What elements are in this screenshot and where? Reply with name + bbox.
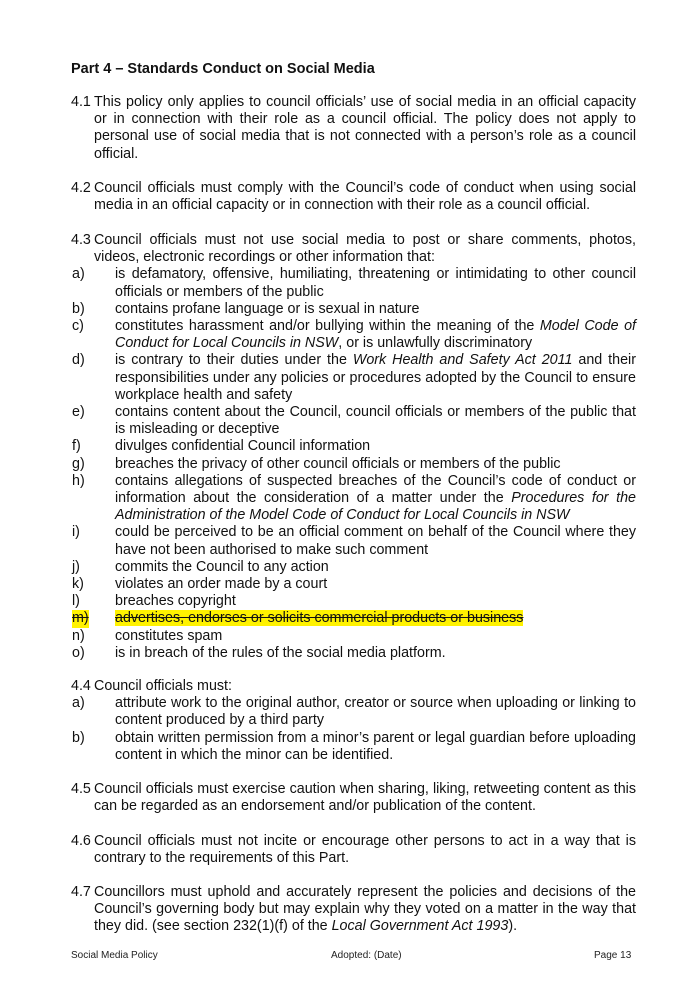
list-item	[71, 628, 636, 645]
section-4-4	[71, 678, 636, 764]
list-item	[71, 524, 636, 558]
item-text: commits the Council to any action	[115, 558, 329, 575]
item-letter: g)	[72, 455, 85, 472]
item-text: constitutes harassment and/or bullying within the meaning of the	[115, 318, 540, 335]
item-letter: m)	[72, 610, 89, 627]
item-letter: i)	[72, 524, 80, 541]
item-letter: k)	[72, 576, 84, 593]
section-intro: Council officials must not use social media to post or share comments, photos, videos, electronic recordings or other information that:	[94, 232, 636, 266]
list-item	[71, 645, 636, 662]
section-intro: Council officials must:	[94, 678, 232, 694]
list-item	[71, 266, 636, 300]
list-item-struck	[71, 610, 636, 627]
list-item	[71, 576, 636, 593]
item-letter: d)	[72, 352, 85, 369]
section-4-1	[71, 94, 636, 163]
list-item	[71, 730, 636, 764]
item-text: could be perceived to be an official comment on behalf of the Council where they have not been authorised to make such comment	[115, 524, 636, 558]
list-item	[71, 404, 636, 438]
section-number: 4.6	[71, 833, 91, 849]
section-text: This policy only applies to council officials’ use of social media in an official capacity or in connection with their role as a council official. The policy does not apply to personal use of social media that is not connected with a person’s role as a council official.	[94, 94, 636, 162]
section-number: 4.2	[71, 180, 91, 196]
section-number: 4.4	[71, 678, 91, 694]
section-4-5	[71, 781, 636, 815]
item-text-end: and their responsibilities under any policies or procedures adopted by the Council to ensure workplace health and safety	[115, 352, 636, 403]
item-text: breaches copyright	[115, 593, 236, 610]
item-letter: f)	[72, 438, 81, 455]
item-text: constitutes spam	[115, 627, 223, 644]
item-letter: a)	[72, 695, 85, 712]
list-item	[71, 352, 636, 404]
item-letter: b)	[72, 300, 85, 317]
list-item	[71, 456, 636, 473]
section-text: Council officials must not incite or encourage other persons to act in a way that is contrary to the requirements of this Part.	[94, 833, 636, 867]
prohibited-content-list	[71, 266, 636, 662]
item-text: contains allegations of suspected breaches of the Council’s code of conduct or information about the consideration of a matter under the	[115, 472, 636, 507]
item-text: attribute work to the original author, creator or source when uploading or linking to content produced by a third party	[115, 695, 636, 729]
section-text-end: ).	[508, 918, 518, 935]
item-letter: e)	[72, 404, 85, 421]
list-item	[71, 301, 636, 318]
item-italic-title: Model Code of Conduct for Local Councils in NSW	[115, 318, 636, 352]
section-text	[71, 884, 636, 936]
item-text: contains profane language or is sexual in nature	[115, 300, 420, 317]
item-text-end: , or is unlawfully discriminatory	[338, 335, 533, 352]
item-letter: h)	[72, 472, 85, 489]
item-text: breaches the privacy of other council officials or members of the public	[115, 455, 561, 472]
section-4-3	[71, 232, 636, 662]
obligations-list	[71, 695, 636, 764]
act-title: Local Government Act 1993	[331, 918, 509, 935]
item-text: is defamatory, offensive, humiliating, threatening or intimidating to other council officials or members of the public	[115, 266, 636, 300]
section-number: 4.7	[71, 884, 91, 900]
section-number: 4.3	[71, 232, 91, 248]
list-item	[71, 473, 636, 525]
item-text: is contrary to their duties under the	[115, 352, 353, 369]
item-letter: n)	[72, 627, 85, 644]
item-letter: o)	[72, 644, 85, 661]
item-text: obtain written permission from a minor’s parent or legal guardian before uploading content in which the minor can be identified.	[115, 729, 636, 763]
list-item	[71, 695, 636, 729]
list-item	[71, 593, 636, 610]
section-4-7	[71, 884, 636, 936]
list-item	[71, 438, 636, 455]
section-number: 4.1	[71, 94, 91, 110]
footer-adopted-date: Adopted: (Date)	[331, 950, 402, 961]
section-4-2	[71, 180, 636, 214]
section-4-6	[71, 833, 636, 867]
item-letter: b)	[72, 729, 85, 746]
part-heading: Part 4 – Standards Conduct on Social Media	[71, 61, 375, 77]
item-letter: c)	[72, 318, 84, 335]
item-text: violates an order made by a court	[115, 576, 328, 593]
list-item	[71, 318, 636, 352]
footer-document-title: Social Media Policy	[71, 950, 158, 961]
item-italic-title: Procedures for the Administration of the Model Code of Conduct for Local Councils in NSW	[115, 490, 636, 524]
section-text: Council officials must exercise caution when sharing, liking, retweeting content as this can be regarded as an endorsement and/or publication of the content.	[94, 781, 636, 815]
struck-highlighted-text: advertises, endorses or solicits commercial products or business	[115, 610, 524, 627]
list-item	[71, 559, 636, 576]
item-text: contains content about the Council, council officials or members of the public that is misleading or deceptive	[115, 404, 636, 438]
item-letter: j)	[72, 558, 80, 575]
item-letter: l)	[72, 593, 80, 610]
section-text: Council officials must comply with the Council’s code of conduct when using social media in an official capacity or in connection with their role as a council official.	[94, 180, 636, 214]
item-letter: a)	[72, 266, 85, 283]
section-number: 4.5	[71, 781, 91, 797]
item-text: is in breach of the rules of the social media platform.	[115, 644, 446, 661]
item-italic-title: Work Health and Safety Act 2011	[352, 352, 573, 369]
footer-page-number: Page 13	[594, 950, 632, 961]
item-text: divulges confidential Council information	[115, 438, 371, 455]
section-text-start: Councillors must uphold and accurately represent the policies and decisions of the Council’s governing body but may explain why they voted on a matter in the way that they did. (see section 232(1)(f) of the	[94, 884, 636, 935]
